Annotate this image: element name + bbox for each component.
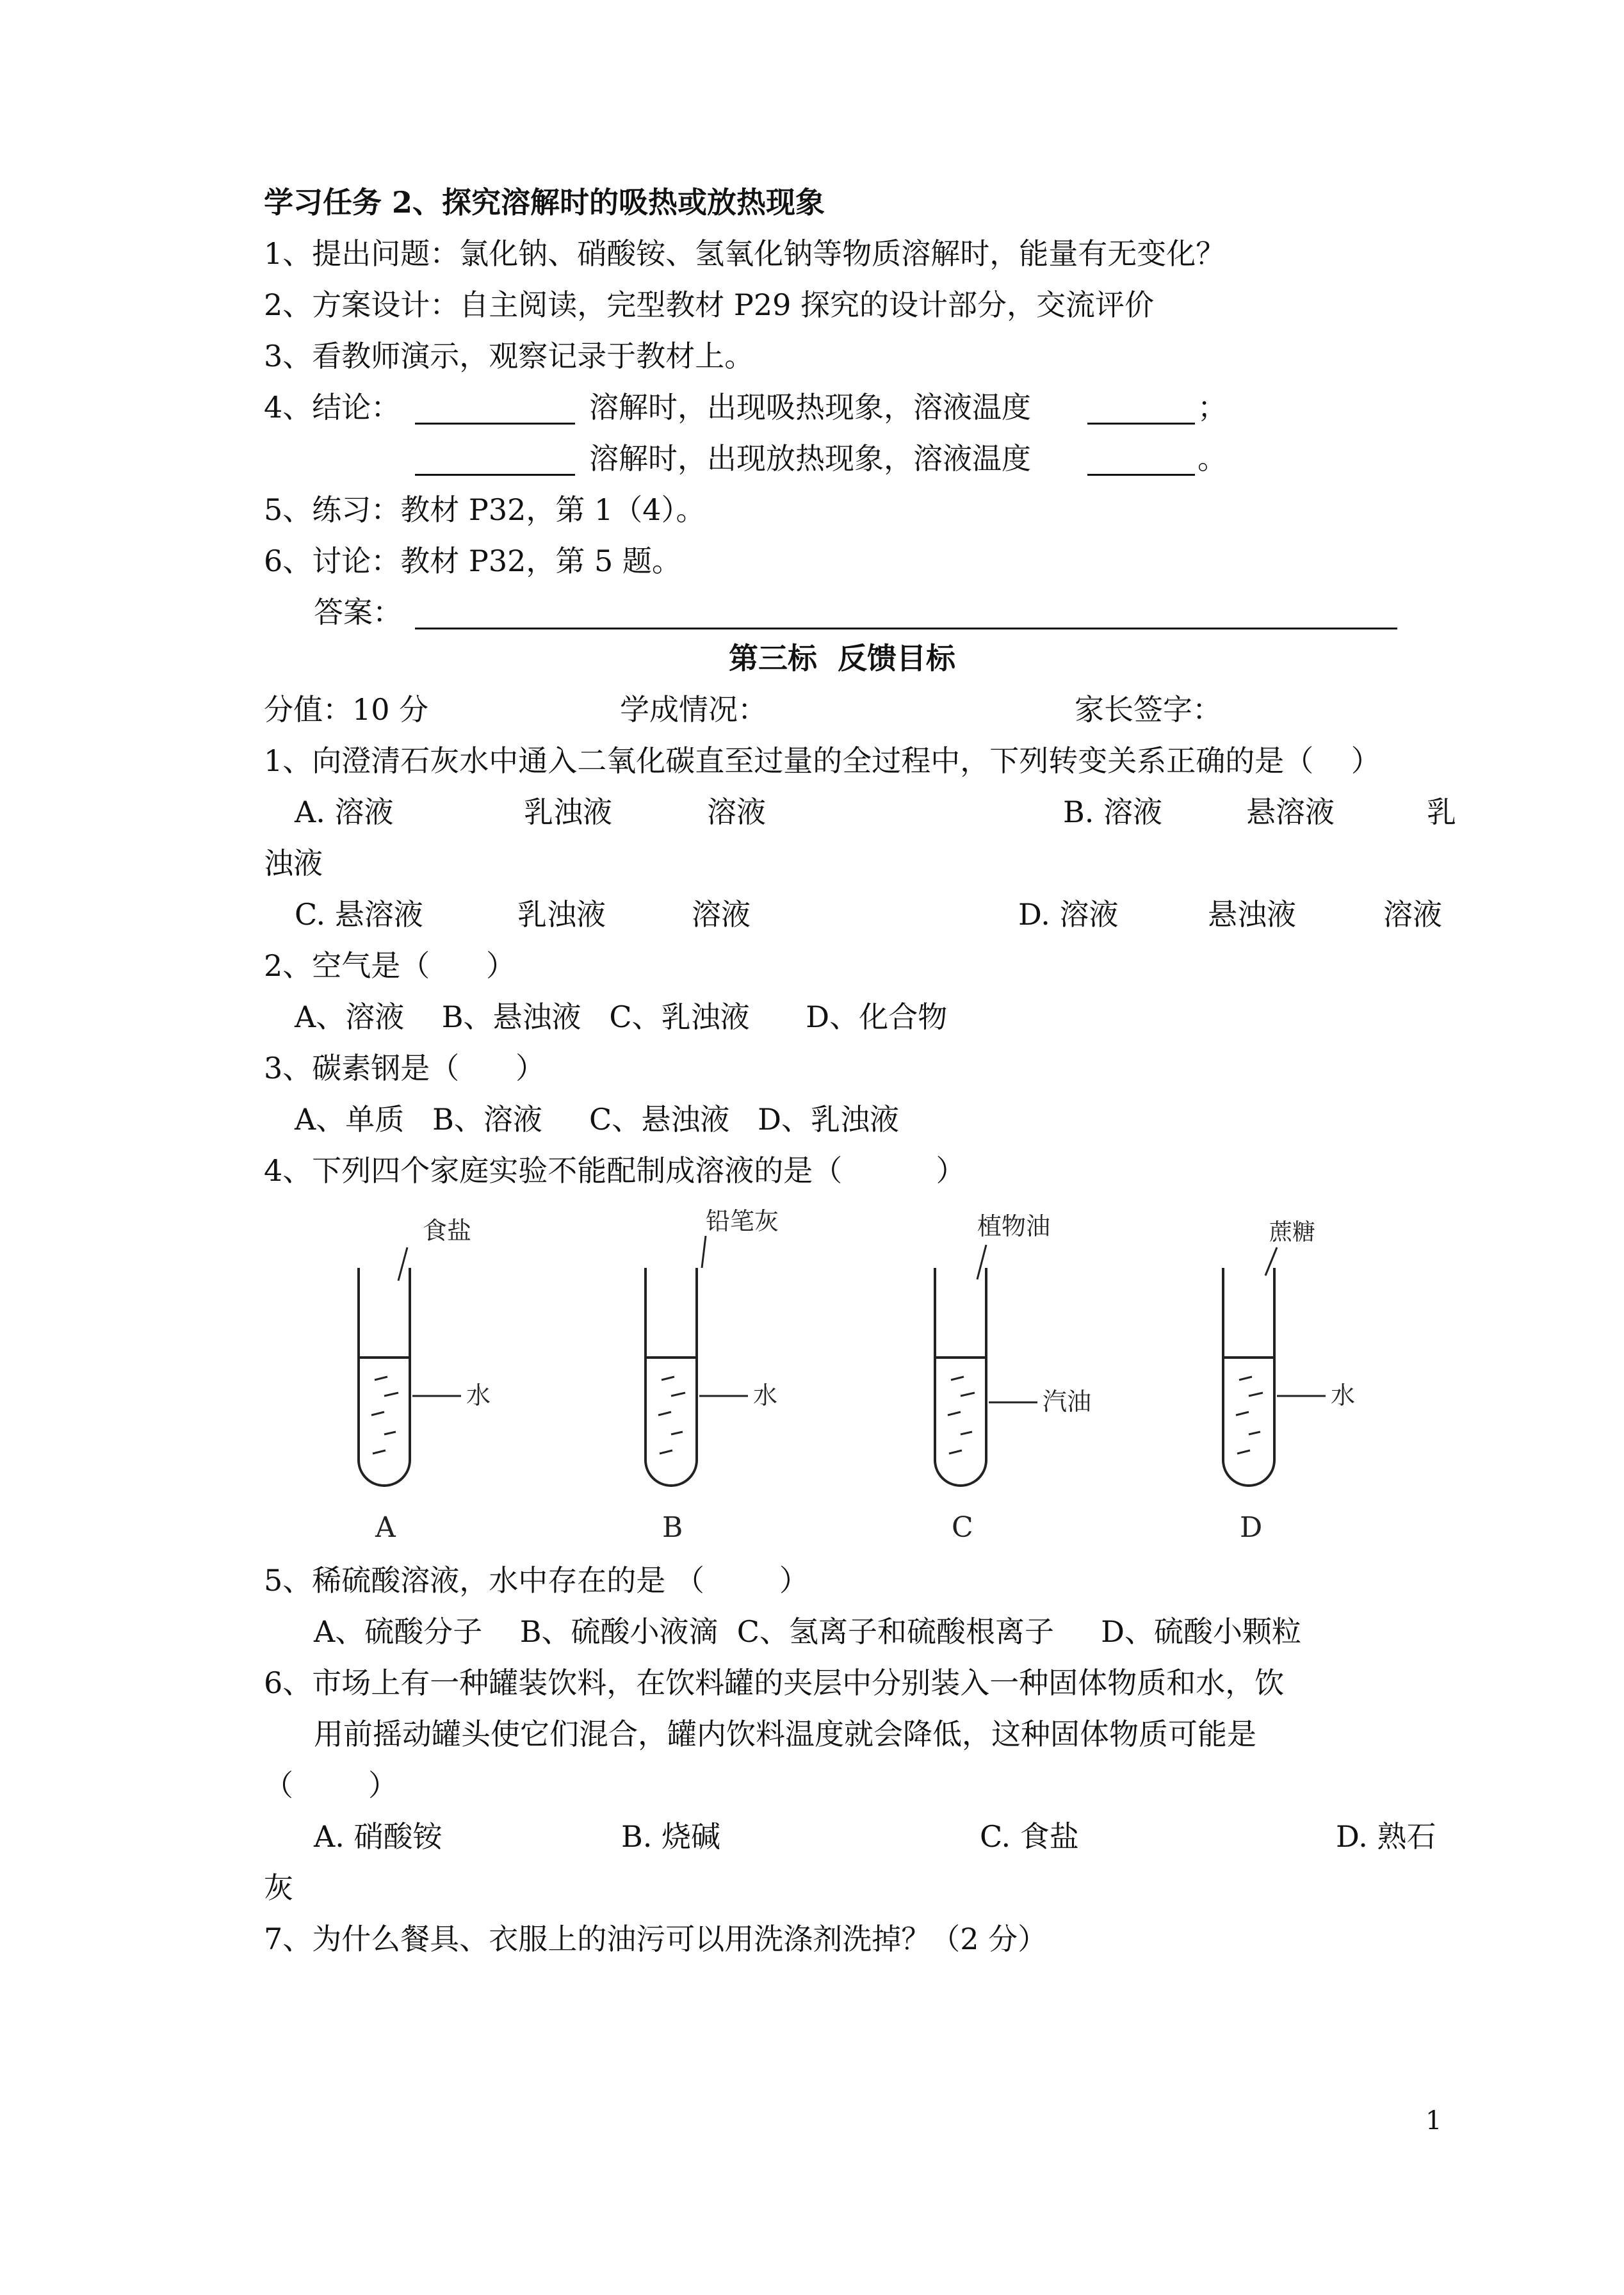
status-label: 学成情况： — [620, 692, 767, 727]
q6-option-d: D. 熟石 — [1336, 1819, 1436, 1854]
question-2: 2、空气是（ ） — [264, 948, 516, 983]
q1-option-b-3-cont: 浊液 — [264, 846, 323, 880]
tube-b-solvent-label: 水 — [753, 1381, 778, 1409]
q2-options: A、溶液 B、悬浊液 C、乳浊液 D、化合物 — [295, 1000, 948, 1034]
answer-label: 答案： — [314, 595, 402, 629]
tube-a-solute-label: 食盐 — [423, 1217, 472, 1245]
task2-title: 学习任务 2、探究溶解时的吸热或放热现象 — [264, 185, 825, 220]
page-number: 1 — [1425, 2106, 1442, 2136]
conclusion-end-2: 。 — [1198, 441, 1227, 476]
q1-option-a-3: 溶液 — [707, 795, 766, 829]
temperature-blank-1[interactable] — [1087, 423, 1195, 425]
tube-b-liquid-marks — [658, 1377, 685, 1454]
conclusion-blank-1[interactable] — [415, 423, 575, 425]
score-label: 分值：10 分 — [264, 692, 429, 727]
tube-a-solute-pointer — [398, 1247, 407, 1281]
q6-option-d-cont: 灰 — [264, 1870, 293, 1905]
test-tube-a — [359, 1217, 491, 1544]
q5-options: A、硫酸分子 B、硫酸小液滴 C、氢离子和硫酸根离子 D、硫酸小颗粒 — [314, 1614, 1301, 1649]
task2-q6: 6、讨论：教材 P32，第 5 题。 — [264, 544, 681, 578]
question-6-line-2: 用前摇动罐头使它们混合，罐内饮料温度就会降低，这种固体物质可能是 — [314, 1717, 1256, 1751]
tube-d-liquid-marks — [1236, 1377, 1263, 1454]
q1-option-d: D. 溶液 — [1018, 897, 1119, 932]
question-1: 1、向澄清石灰水中通入二氧化碳直至过量的全过程中，下列转变关系正确的是（ ） — [264, 743, 1381, 778]
q1-option-b-2: 悬溶液 — [1246, 795, 1335, 829]
question-7: 7、为什么餐具、衣服上的油污可以用洗涤剂洗掉？（2 分） — [264, 1922, 1048, 1956]
tube-d-solvent-label: 水 — [1331, 1381, 1356, 1409]
tube-c-solute-label: 植物油 — [977, 1212, 1051, 1240]
q6-option-b: B. 烧碱 — [621, 1819, 721, 1854]
conclusion-end-1: ； — [1198, 390, 1227, 425]
task2-q3: 3、看教师演示，观察记录于教材上。 — [264, 339, 754, 373]
tube-d-solute-label: 蔗糖 — [1269, 1219, 1316, 1245]
temperature-blank-2[interactable] — [1087, 474, 1195, 476]
q1-option-c-3: 溶液 — [692, 897, 751, 932]
question-3: 3、碳素钢是（ ） — [264, 1051, 545, 1085]
q1-option-b: B. 溶液 — [1063, 795, 1163, 829]
question-6-line-1: 6、市场上有一种罐装饮料，在饮料罐的夹层中分别装入一种固体物质和水，饮 — [264, 1666, 1285, 1700]
tube-c-solute-pointer — [977, 1245, 986, 1279]
task2-q5: 5、练习：教材 P32，第 1（4）。 — [264, 492, 706, 527]
q6-option-a: A. 硝酸铵 — [314, 1819, 443, 1854]
tube-a-letter: A — [375, 1511, 396, 1544]
tube-b-solute-label: 铅笔灰 — [706, 1207, 779, 1235]
tube-c-solvent-label: 汽油 — [1043, 1388, 1092, 1416]
test-tube-d — [1223, 1219, 1355, 1544]
tube-b-letter: B — [662, 1511, 683, 1544]
tube-a-solvent-label: 水 — [466, 1381, 491, 1409]
q1-option-d-3: 溶液 — [1383, 897, 1442, 932]
task2-q4-label: 4、结论： — [264, 390, 401, 425]
question-4: 4、下列四个家庭实验不能配制成溶液的是（ ） — [264, 1153, 966, 1188]
test-tube-c — [935, 1212, 1091, 1544]
q1-option-b-3: 乳 — [1427, 795, 1456, 829]
question-5: 5、稀硫酸溶液，水中存在的是 （ ） — [264, 1563, 809, 1598]
task2-q2: 2、方案设计：自主阅读，完型教材 P29 探究的设计部分，交流评价 — [264, 288, 1154, 322]
tube-c-letter: C — [952, 1511, 973, 1544]
tube-c-liquid-marks — [948, 1377, 975, 1454]
q1-option-a: A. 溶液 — [295, 795, 394, 829]
test-tube-b — [646, 1207, 779, 1544]
parent-sign-label: 家长签字： — [1075, 692, 1222, 727]
section3-title: 第三标 反馈目标 — [729, 641, 956, 676]
test-tube-figure — [320, 1204, 1498, 1550]
q1-option-d-2: 悬浊液 — [1208, 897, 1296, 932]
conclusion-blank-2[interactable] — [415, 474, 575, 476]
question-6-paren: （ ） — [264, 1768, 398, 1803]
q3-options: A、单质 B、溶液 C、悬浊液 D、乳浊液 — [295, 1102, 899, 1137]
task2-q1: 1、提出问题：氯化钠、硝酸铵、氢氧化钠等物质溶解时，能量有无变化？ — [264, 236, 1226, 271]
conclusion-line-2: 溶解时，出现放热现象，溶液温度 — [589, 441, 1031, 476]
q6-option-c: C. 食盐 — [980, 1819, 1079, 1854]
tube-b-solute-pointer — [702, 1236, 706, 1268]
conclusion-line-1: 溶解时，出现吸热现象，溶液温度 — [589, 390, 1031, 425]
q1-option-a-2: 乳浊液 — [524, 795, 612, 829]
q1-option-c: C. 悬溶液 — [295, 897, 423, 932]
tube-d-letter: D — [1240, 1511, 1263, 1544]
answer-blank[interactable] — [415, 628, 1397, 629]
q1-option-c-2: 乳浊液 — [517, 897, 606, 932]
tube-a-liquid-marks — [371, 1377, 398, 1454]
